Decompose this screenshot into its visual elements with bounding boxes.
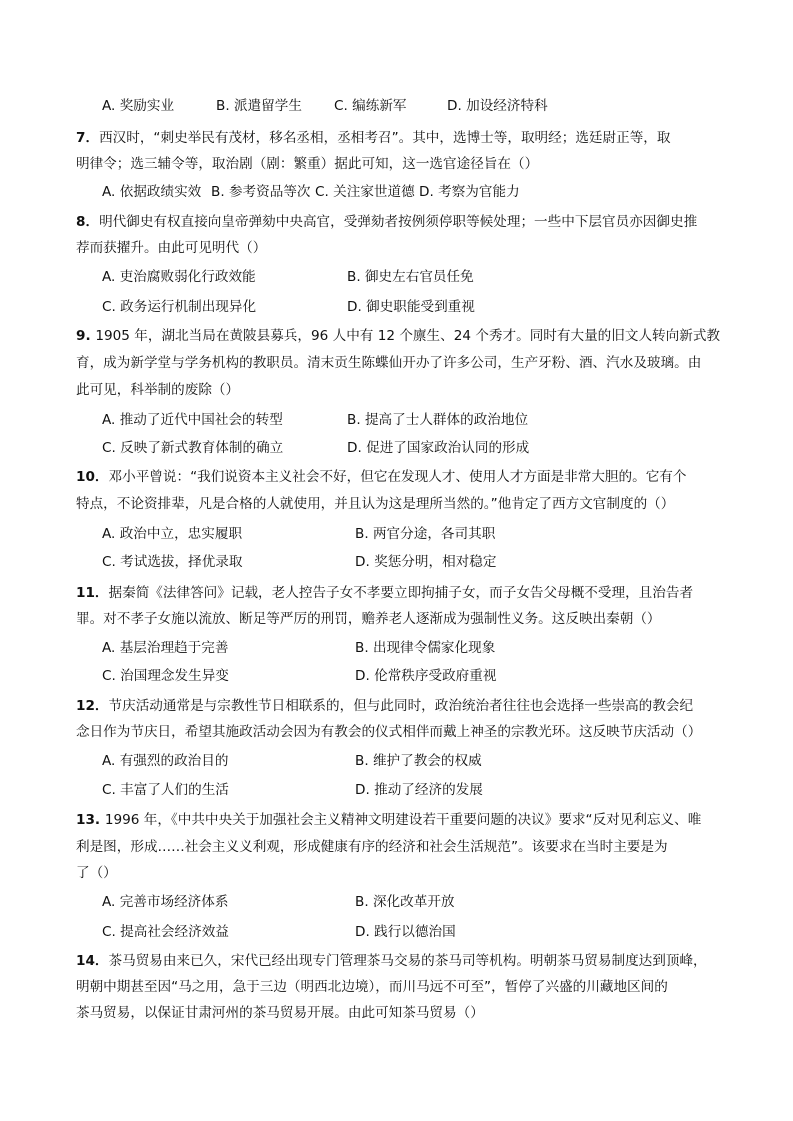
option-a: A. 政治中立，忠实履职 bbox=[102, 526, 243, 542]
option-b: B. 维护了教会的权威 bbox=[355, 753, 482, 769]
question-text: 荐而获擢升。由此可见明代（） bbox=[76, 240, 267, 256]
option-a: A. 奖励实业 bbox=[102, 98, 175, 114]
question-text: 明朝中期甚至因“马之用，急于三边（明西北边境），而川马远不可至”，暂停了兴盛的川藏地区间的 bbox=[76, 979, 668, 995]
option-c: C. 反映了新式教育体制的确立 bbox=[102, 440, 284, 456]
question-number: 12． bbox=[76, 698, 109, 714]
option-d: D. 考察为官能力 bbox=[419, 184, 520, 200]
option-b: B. 参考资品等次 bbox=[211, 184, 311, 200]
question-text: 邓小平曾说：“我们说资本主义社会不好，但它在发现人才、使用人才方面是非常大胆的。它有个 bbox=[108, 469, 687, 485]
option-a: A. 基层治理趋于完善 bbox=[102, 640, 229, 656]
question-number: 11． bbox=[76, 585, 109, 601]
option-b: B. 深化改革开放 bbox=[355, 894, 455, 910]
question-text: 特点，不论资排辈，凡是合格的人就使用，并且认为这是理所当然的。”他肯定了西方文官制度的（） bbox=[76, 496, 675, 512]
option-a: A. 吏治腐败弱化行政效能 bbox=[102, 269, 256, 285]
question-number: 10． bbox=[76, 469, 109, 485]
question-number: 8． bbox=[76, 214, 100, 230]
question-text: 茶马贸易，以保证甘肃河州的茶马贸易开展。由此可知茶马贸易（） bbox=[76, 1005, 484, 1021]
option-d: D. 奖惩分明，相对稳定 bbox=[355, 554, 497, 570]
option-d: D. 伦常秩序受政府重视 bbox=[355, 668, 497, 684]
question-text: 念日作为节庆日，希望其施政活动会因为有教会的仪式相伴而戴上神圣的宗教光环。这反映节庆活动（） bbox=[76, 724, 702, 740]
option-b: B. 两官分途，各司其职 bbox=[355, 526, 496, 542]
question-text: 此可见，科举制的废除（） bbox=[76, 382, 240, 398]
option-a: A. 推动了近代中国社会的转型 bbox=[102, 412, 283, 428]
question-number: 9. bbox=[76, 328, 96, 344]
option-c: C. 提高社会经济效益 bbox=[102, 924, 229, 940]
question-number: 7． bbox=[76, 130, 100, 146]
option-d: D. 促进了国家政治认同的形成 bbox=[347, 440, 530, 456]
question-text: 据秦简《法律答问》记载，老人控告子女不孝要立即拘捕子女，而子女告父母概不受理，且治告者 bbox=[108, 585, 694, 601]
option-d: D. 御史职能受到重视 bbox=[347, 299, 475, 315]
option-c: C. 治国理念发生异变 bbox=[102, 668, 229, 684]
question-text: 罪。对不孝子女施以流放、断足等严厉的刑罚，赡养老人逐渐成为强制性义务。这反映出秦朝（） bbox=[76, 611, 661, 627]
option-d: D. 推动了经济的发展 bbox=[355, 782, 483, 798]
question-number: 13. bbox=[76, 812, 105, 828]
question-text: 明代御史有权直接向皇帝弹劾中央高官，受弹劾者按例须停职等候处理；一些中下层官员亦因御史推 bbox=[99, 214, 698, 230]
option-a: A. 完善市场经济体系 bbox=[102, 894, 229, 910]
option-b: B. 提高了士人群体的政治地位 bbox=[347, 412, 529, 428]
option-c: C. 关注家世道德 bbox=[315, 184, 415, 200]
option-c: C. 政务运行机制出现异化 bbox=[102, 299, 257, 315]
question-text: 了（） bbox=[76, 865, 117, 881]
option-c: C. 丰富了人们的生活 bbox=[102, 782, 229, 798]
option-c: C. 考试选拔，择优录取 bbox=[102, 554, 243, 570]
option-a: A. 有强烈的政治目的 bbox=[102, 753, 229, 769]
option-d: D. 践行以德治国 bbox=[355, 924, 456, 940]
option-c: C. 编练新军 bbox=[334, 98, 407, 114]
option-a: A. 依据政绩实效 bbox=[102, 184, 202, 200]
option-d: D. 加设经济特科 bbox=[447, 98, 548, 114]
option-b: B. 派遣留学生 bbox=[216, 98, 302, 114]
question-text: 育，成为新学堂与学务机构的教职员。清末贡生陈蝶仙开办了许多公司，生产牙粉、酒、汽水及玻璃。由 bbox=[76, 355, 702, 371]
option-b: B. 御史左右官员任免 bbox=[347, 269, 474, 285]
question-text: 节庆活动通常是与宗教性节日相联系的，但与此同时，政治统治者往往也会选择一些崇高的教会纪 bbox=[108, 698, 694, 714]
option-b: B. 出现律令儒家化现象 bbox=[355, 640, 496, 656]
question-text: 1996 年，《中共中央关于加强社会主义精神文明建设若干重要问题的决议》要求“反对见利忘义、唯 bbox=[104, 812, 702, 828]
question-text: 1905 年，湖北当局在黄陂县募兵，96 人中有 12 个廪生、24 个秀才。同时有大量的旧文人转向新式教 bbox=[95, 328, 721, 344]
question-text: 茶马贸易由来已久，宋代已经出现专门管理茶马交易的茶马司等机构。明朝茶马贸易制度达到顶峰， bbox=[108, 953, 707, 969]
question-text: 西汉时，“刺史举民有茂材，移名丞相，丞相考召”。其中，选博士等，取明经；选廷尉正等，取 bbox=[99, 130, 671, 146]
question-text: 明律令；选三辅令等，取治剧（剧：繁重）据此可知，这一选官途径旨在（） bbox=[76, 156, 539, 172]
question-number: 14． bbox=[76, 953, 109, 969]
question-text: 利是图，形成……社会主义义利观，形成健康有序的经济和社会生活规范”。该要求在当时主要是为 bbox=[76, 839, 668, 855]
